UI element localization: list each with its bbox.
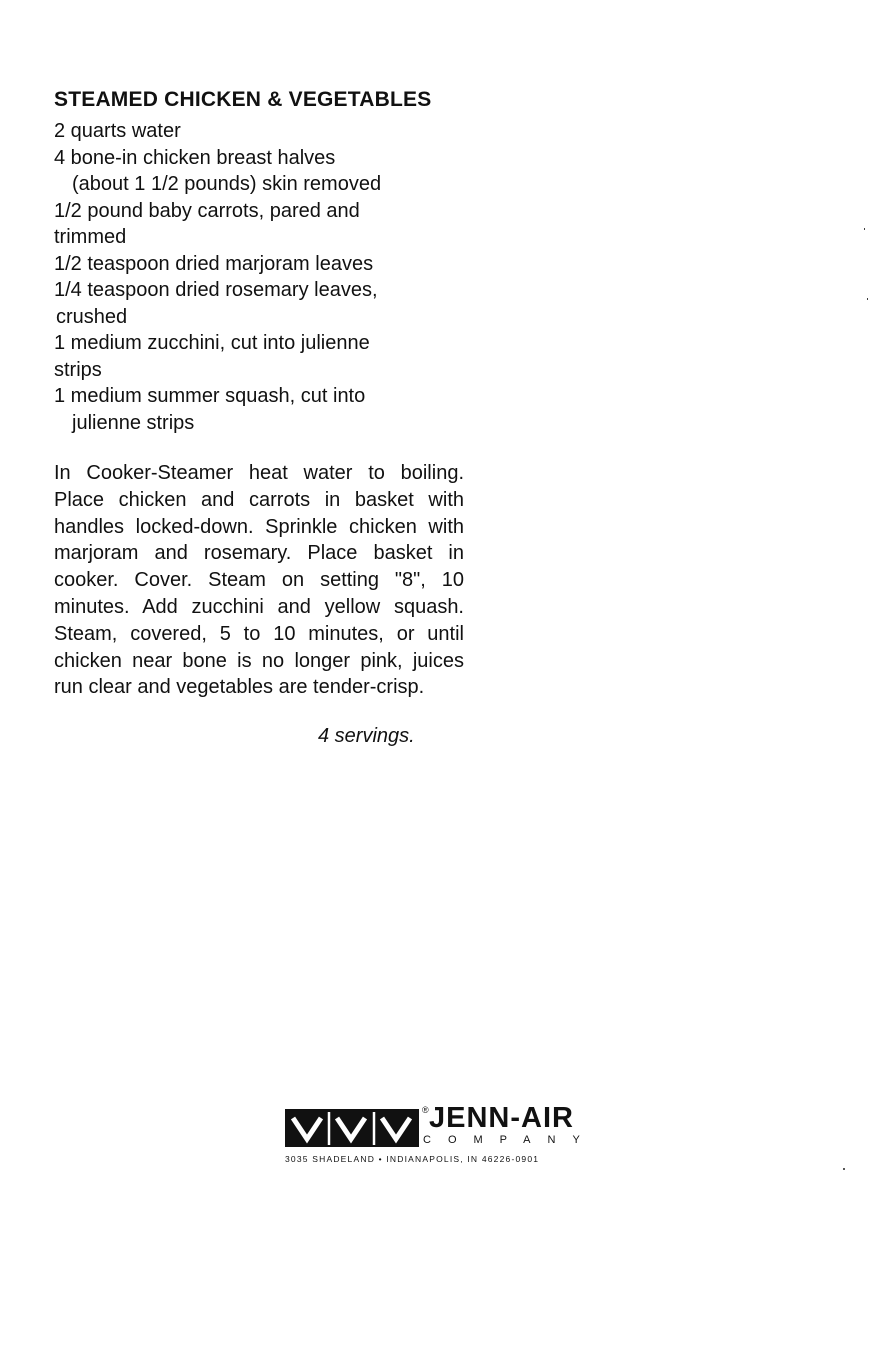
ingredient-line: 1/2 pound baby carrots, pared and	[54, 199, 360, 222]
company-label: COMPANY	[423, 1134, 597, 1146]
recipe-instructions: In Cooker-Steamer heat water to boiling. Place chicken and carrots in basket with handles locked-down. Sprinkle chicken with marjoram and rosemary. Place basket in cooker. Cover. Steam on setting "8", 10 minutes. Add zucchini and yellow squash. Steam, covered, 5 to 10 minutes, or until chicken near bone is no longer pink, juices run clear and vegetables are tender-crisp.	[54, 462, 464, 699]
ingredient-line: 1 medium zucchini, cut into julienne	[54, 332, 370, 354]
ingredient-line: 4 bone-in chicken breast halves	[54, 146, 336, 169]
ingredient-line: trimmed	[54, 226, 127, 248]
ingredient-line: crushed	[56, 305, 128, 328]
company-address: 3035 SHADELAND • INDIANAPOLIS, IN 46226-0901	[285, 1154, 540, 1164]
scan-speck	[843, 1168, 845, 1170]
ingredient-line: 1/4 teaspoon dried rosemary leaves,	[54, 279, 378, 301]
jenn-air-logo	[285, 1102, 615, 1175]
jenn-air-mark-icon	[285, 1109, 419, 1147]
scan-speck	[867, 298, 868, 300]
registered-mark: ®	[422, 1105, 429, 1115]
recipe-title: STEAMED CHICKEN & VEGETABLES	[54, 88, 432, 111]
ingredient-line: 1 medium summer squash, cut into	[54, 385, 366, 407]
ingredient-list	[54, 118, 381, 436]
ingredient-line: strips	[54, 358, 102, 381]
servings-note: 4 servings.	[318, 725, 415, 747]
ingredient-line: (about 1 1/2 pounds) skin removed	[72, 173, 382, 195]
ingredient-line: julienne strips	[72, 411, 195, 434]
scan-speck	[864, 228, 865, 230]
ingredient-line: 2 quarts water	[54, 120, 181, 142]
ingredient-line: 1/2 teaspoon dried marjoram leaves	[54, 252, 374, 275]
brand-name: JENN-AIR	[429, 1102, 574, 1134]
